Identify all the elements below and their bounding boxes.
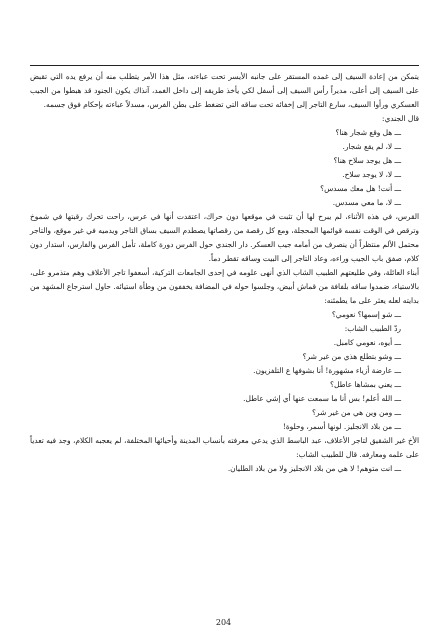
page-number: 204 <box>215 618 232 627</box>
paragraph-tail: قال الجندي: <box>382 114 419 123</box>
dialogue-line: ـــ أنت! هل معك مسدس؟ <box>320 184 401 193</box>
paragraph: الأخ غير الشقيق لتاجر الأعلاف، عبد الباسط الذي يدعي معرفته بأنساب المدينة وأحيائها المختلفة، لم يعجبه الكلام، وجد فيه تعدياً على علمه ومعارفه. قال للطبيب الشاب: <box>30 436 419 459</box>
dialogue-line: ـــ لا، ما معي مسدس. <box>332 198 401 207</box>
paragraph: أبناء العائلة، وفي طليعتهم الطبيب الشاب الذي أنهى علومه في إحدى الجامعات التركية، أسعفوا تاجر الأعلاف وهم متذمرو على، بالاستياء، ضمدوا ساقه بلفافة من قماش أبيض، وجلسوا حوله في المضافة يخففون من وطأة استيائه. حاول استرجاع المشهد من بدايته لعله يعثر على ما يطمئنه: <box>30 268 419 305</box>
dialogue-line: ردّ الطبيب الشاب: <box>344 324 401 333</box>
dialogue-line: ـــ من بلاد الانجليز. لونها أسمر، وحلوة! <box>282 422 401 431</box>
dialogue-line: ـــ أيوه، نعومي كامبل. <box>333 338 401 347</box>
dialogue-line: ـــ ومن وين هي من غير شر؟ <box>311 408 401 417</box>
dialogue-line: ـــ انت متوهم! لا هي من بلاد الانجليز ولا من بلاد الطليان. <box>227 464 401 473</box>
page-body <box>30 70 419 476</box>
top-rule <box>30 65 419 66</box>
dialogue-line: ـــ هل وقع شجار هنا؟ <box>335 128 401 137</box>
dialogue-line: ـــ وشو بتطلع هذي من غير شر؟ <box>302 352 401 361</box>
paragraph: يتمكن من إعادة السيف إلى غمده المستقر على جانبه الأيسر تحت عباءته، مثل هذا الأمر يتطلب منه أن يرفع يده التي تقبض على السيف إلى أعلى، مديراً رأس السيف إلى أسفل لكي يأخذ طريقه إلى داخل الغمد، آنذاك يكون الجنود قد هبطوا من الجيب العسكري ورأوا السيف، سارع التاجر إلى إخفائه تحت ساقه التي تضغط على بطن الفرس، مسدلاً عباءته بإحكام فوق جسمه. <box>30 72 419 109</box>
dialogue-line: ـــ لا، لا يوجد سلاح. <box>342 170 401 179</box>
dialogue-line: ـــ لا، لم يقع شجار. <box>342 142 401 151</box>
dialogue-line: ـــ يعني بمشاها عاطل؟ <box>330 380 401 389</box>
dialogue-line: ـــ الله أعلم! بس أنا ما سمعت عنها أي إشي عاطل. <box>243 394 401 403</box>
dialogue-line: ـــ شو إسمها؟ نعومي؟ <box>331 310 401 319</box>
paragraph: القرس، في هذه الأثناء، لم يبرح لها أن تثبت في موقعها دون حراك، اعتقدت أنها في عرس، راحت تحرك رقبتها في شموخ وترقص في الوقت نفسه قوائمها المحجلة، ومع كل رقصة من رقصاتها يصطدم السيف بساق التاجر ويدميه في غير موقع، والتاجر محتمل الألم منتظراً أن ينصرف من أمامه جيب العسكر. دار الجندي حول الفرس دورة كاملة، تأمل الفرس والفارس، استدار دون كلام، صفق باب الجيب وراءه، وعاد التاجر إلى البيت وساقه تقطر دماً. <box>30 212 419 263</box>
dialogue-line: ـــ هل يوجد سلاح هنا؟ <box>333 156 401 165</box>
dialogue-line: ـــ عارضة أزياء مشهورة! أنا بشوفها ع التلفزيون. <box>253 366 401 375</box>
